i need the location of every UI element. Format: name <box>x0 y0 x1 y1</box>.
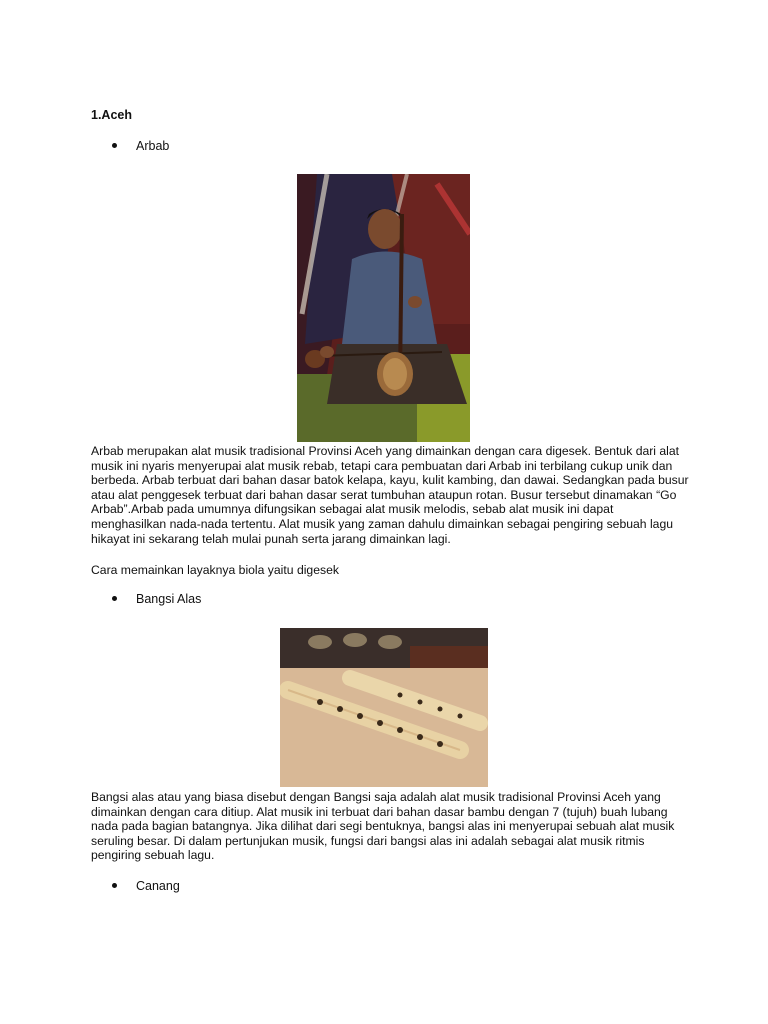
section-heading: 1.Aceh <box>91 108 132 122</box>
arbab-note: Cara memainkan layaknya biola yaitu digesek <box>91 563 339 577</box>
bangsi-alas-paragraph: Bangsi alas atau yang biasa disebut dengan Bangsi saja adalah alat musik tradisional Provinsi Aceh yang dimainkan dengan cara ditiup. Alat musik ini terbuat dari bahan dasar bambu dengan 7 (tujuh) buah lubang nada pada bagian batangnya. Jika dilihat dari segi bentuknya, bangsi alas ini menyerupai sebuah alat musik seruling besar. Di dalam pertunjukan musik, fungsi dari bangsi alas ini adalah sebagai alat musik ritmis pengiring sebuah lagu. <box>91 790 675 863</box>
arbab-paragraph: Arbab merupakan alat musik tradisional Provinsi Aceh yang dimainkan dengan cara digesek. Bentuk dari alat musik ini nyaris menyerupai alat musik rebab, tetapi cara pembuatan dari Arbab ini terbilang cukup unik dan berbeda. Arbab terbuat dari bahan dasar batok kelapa, kayu, kulit kambing, dan dawai. Sedangkan pada busur atau alat penggesek terbuat dari bahan dasar serat tumbuhan ataupun rotan. Busur tersebut dinamakan “Go Arbab”.Arbab pada umumnya difungsikan sebagai alat musik melodis, sebab alat musik ini dapat menghasilkan nada-nada tertentu. Alat musik yang zaman dahulu dimainkan sebagai pengiring sebuah lagu hikayat ini sekarang telah mulai punah serta jarang dimainkan lagi. <box>91 444 689 546</box>
bullet-item-label: Canang <box>136 878 180 893</box>
bullet-item-canang <box>112 878 180 893</box>
bullet-item-label: Arbab <box>136 138 170 153</box>
bullet-dot-icon <box>112 143 117 148</box>
arbab-photo <box>297 174 470 442</box>
bullet-item-arbab <box>112 138 170 153</box>
bullet-dot-icon <box>112 883 117 888</box>
bullet-dot-icon <box>112 596 117 601</box>
bullet-item-label: Bangsi Alas <box>136 591 202 606</box>
bullet-item-bangsi-alas <box>112 591 202 606</box>
bangsi-alas-photo <box>280 628 488 787</box>
